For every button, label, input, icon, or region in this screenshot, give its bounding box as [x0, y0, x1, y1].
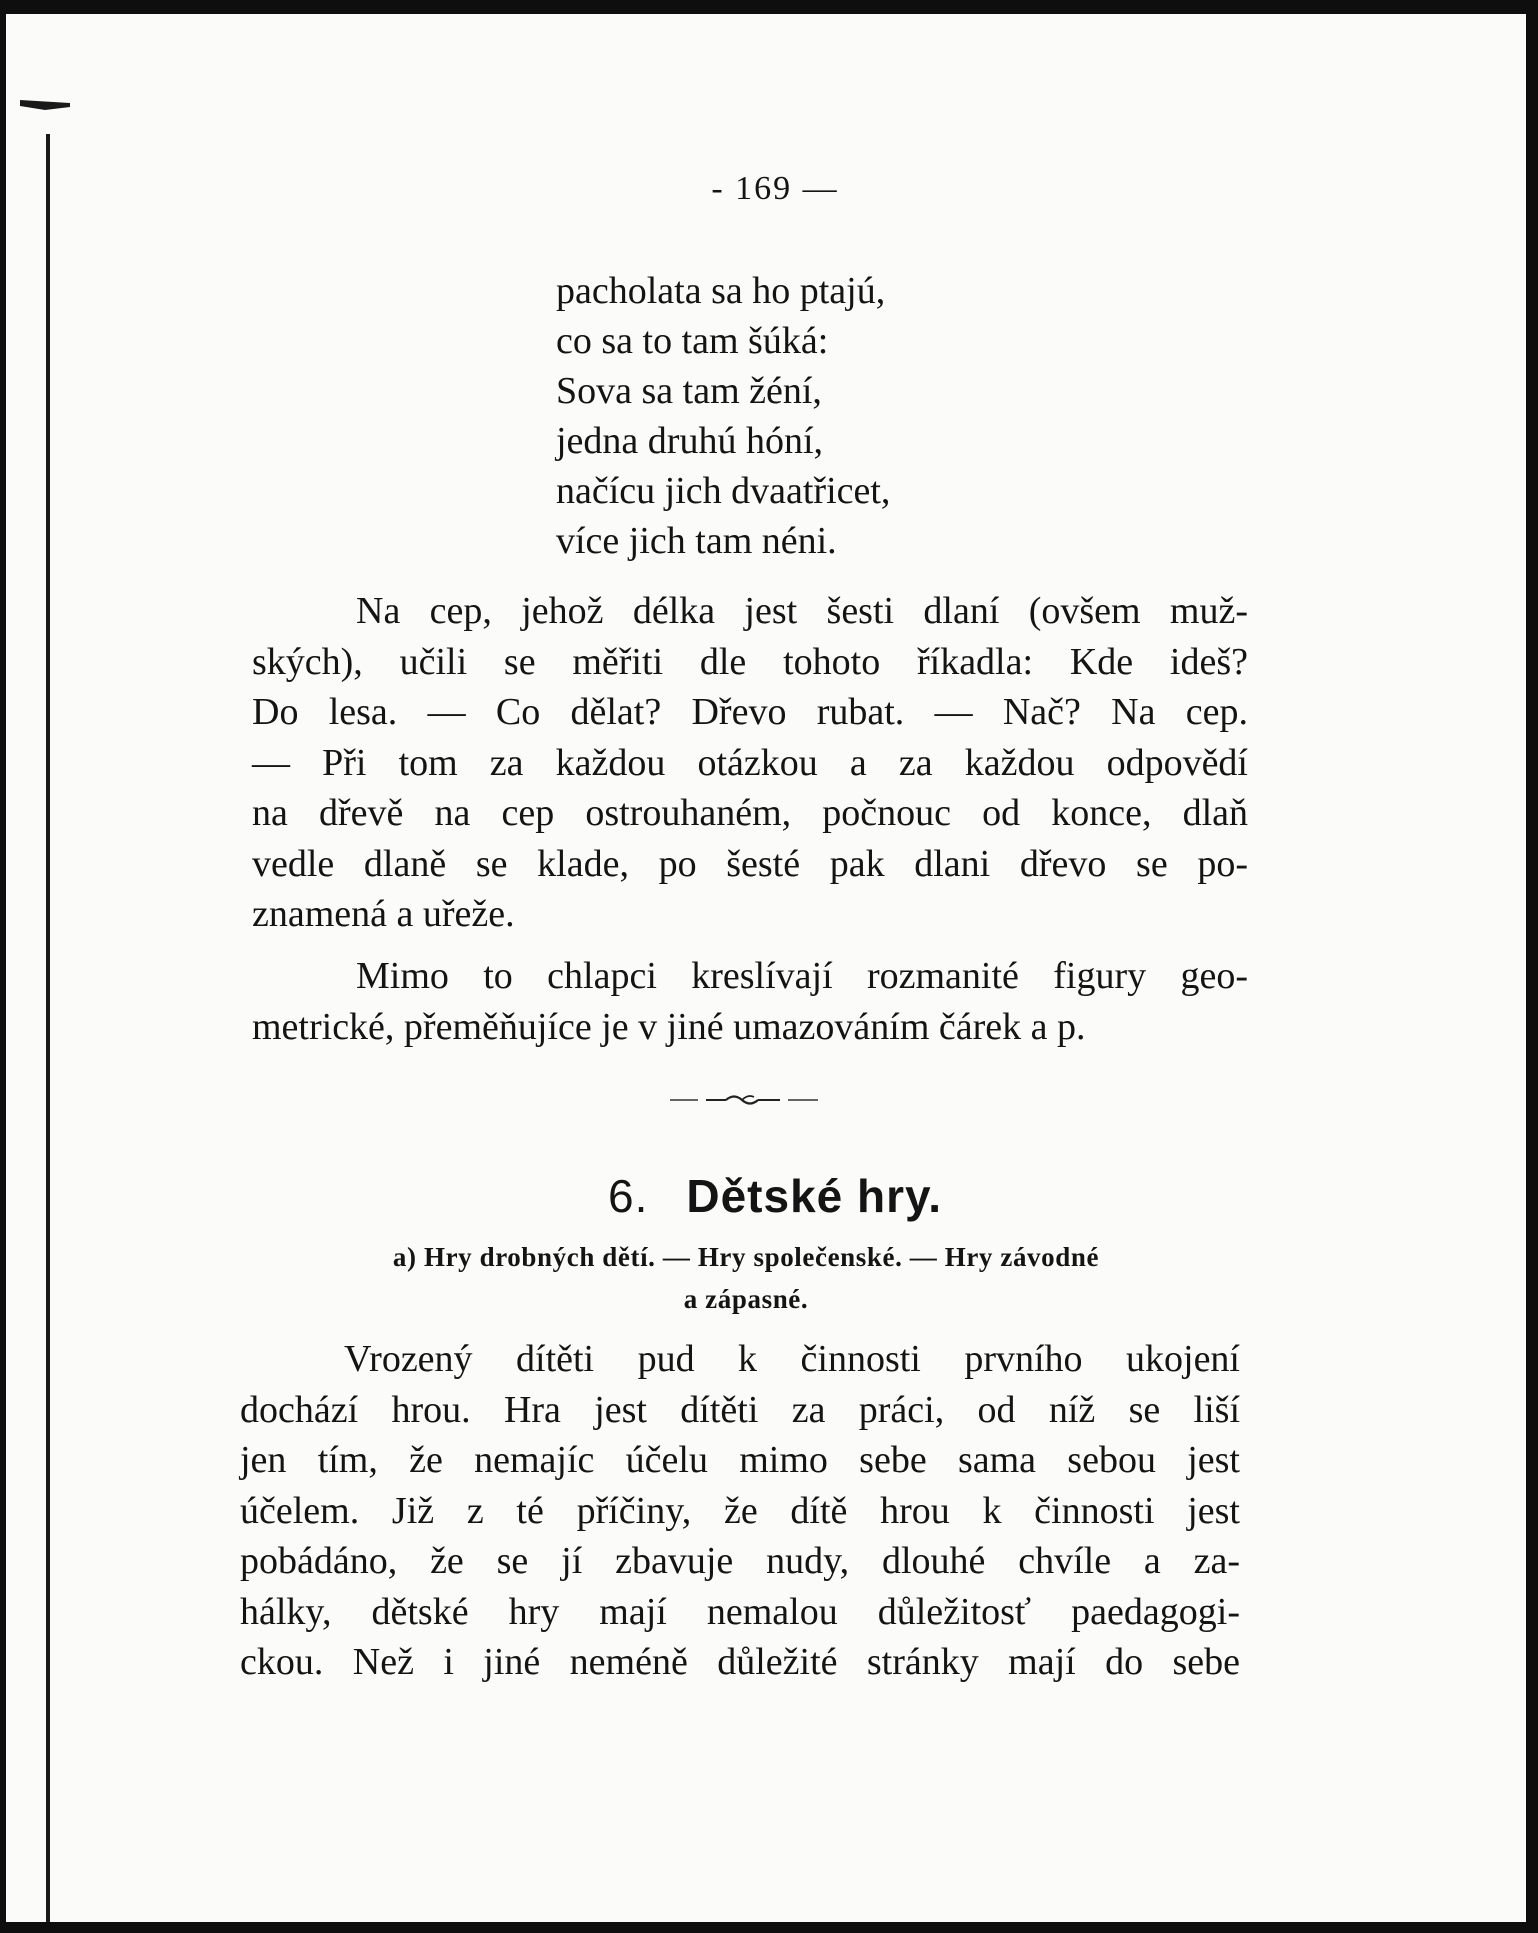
text-line: pobádáno, že se jí zbavuje nudy, dlouhé chvíle a za-: [240, 1540, 1240, 1582]
section-subtitle: [276, 1236, 1216, 1320]
poem-line: pacholata sa ho ptajú,: [556, 270, 886, 312]
poem-line: více jich tam néni.: [556, 520, 837, 562]
section-number: 6.: [608, 1170, 649, 1222]
binding-mark: [20, 100, 70, 110]
text-line: Na cep, jehož délka jest šesti dlaní (ovšem muž-: [356, 590, 1248, 632]
subtitle-line: a) Hry drobných dětí. — Hry společenské. — Hry závodné: [392, 1242, 1100, 1272]
text-line: hálky, dětské hry mají nemalou důležitosť paedagogi-: [240, 1590, 1240, 1633]
poem-line: načícu jich dvaatřicet,: [556, 470, 891, 512]
section-title: Dětské hry.: [686, 1170, 942, 1222]
paragraph-figures: [252, 951, 1248, 1052]
poem-line: jedna druhú hóní,: [556, 420, 824, 462]
text-line: jen tím, že nemajíc účelu mimo sebe sama sebou jest: [240, 1439, 1240, 1481]
text-line: vedle dlaně se klade, po šesté pak dlani dřevo se po-: [252, 842, 1248, 885]
text-line: Vrozený dítěti pud k činnosti prvního ukojení: [344, 1338, 1240, 1380]
text-line: dochází hrou. Hra jest dítěti za práci, od níž se liší: [240, 1388, 1240, 1431]
book-page: [6, 14, 1526, 1922]
text-line: znamená a uřeže.: [252, 893, 515, 935]
text-line: Mimo to chlapci kreslívají rozmanité figury geo-: [356, 955, 1248, 997]
section-ornament: [668, 1091, 822, 1109]
poem-line: Sova sa tam žéní,: [556, 370, 822, 412]
poem-line: co sa to tam šúká:: [556, 320, 829, 362]
text-line: ských), učili se měřiti dle tohoto říkadla: Kde ideš?: [252, 640, 1248, 683]
text-line: ckou. Než i jiné neméně důležité stránky mají do sebe: [240, 1641, 1240, 1683]
poem: [556, 266, 890, 566]
section-heading: [6, 1169, 1526, 1223]
paragraph-cep: [252, 586, 1248, 940]
text-line: na dřevě na cep ostrouhaném, počnouc od konce, dlaň: [252, 792, 1248, 834]
binding-edge: [46, 134, 50, 1922]
page-number: - 169 —: [711, 170, 839, 207]
text-line: — Při tom za každou otázkou a za každou odpovědí: [252, 741, 1248, 784]
text-line: metrické, přeměňujíce je v jiné umazováním čárek a p.: [252, 1005, 1086, 1048]
text-line: Do lesa. — Co dělat? Dřevo rubat. — Nač? Na cep.: [252, 691, 1248, 733]
subtitle-line: a zápasné.: [683, 1284, 809, 1314]
text-line: účelem. Již z té příčiny, že dítě hrou k činnosti jest: [240, 1489, 1240, 1532]
paragraph-play: [240, 1334, 1240, 1688]
